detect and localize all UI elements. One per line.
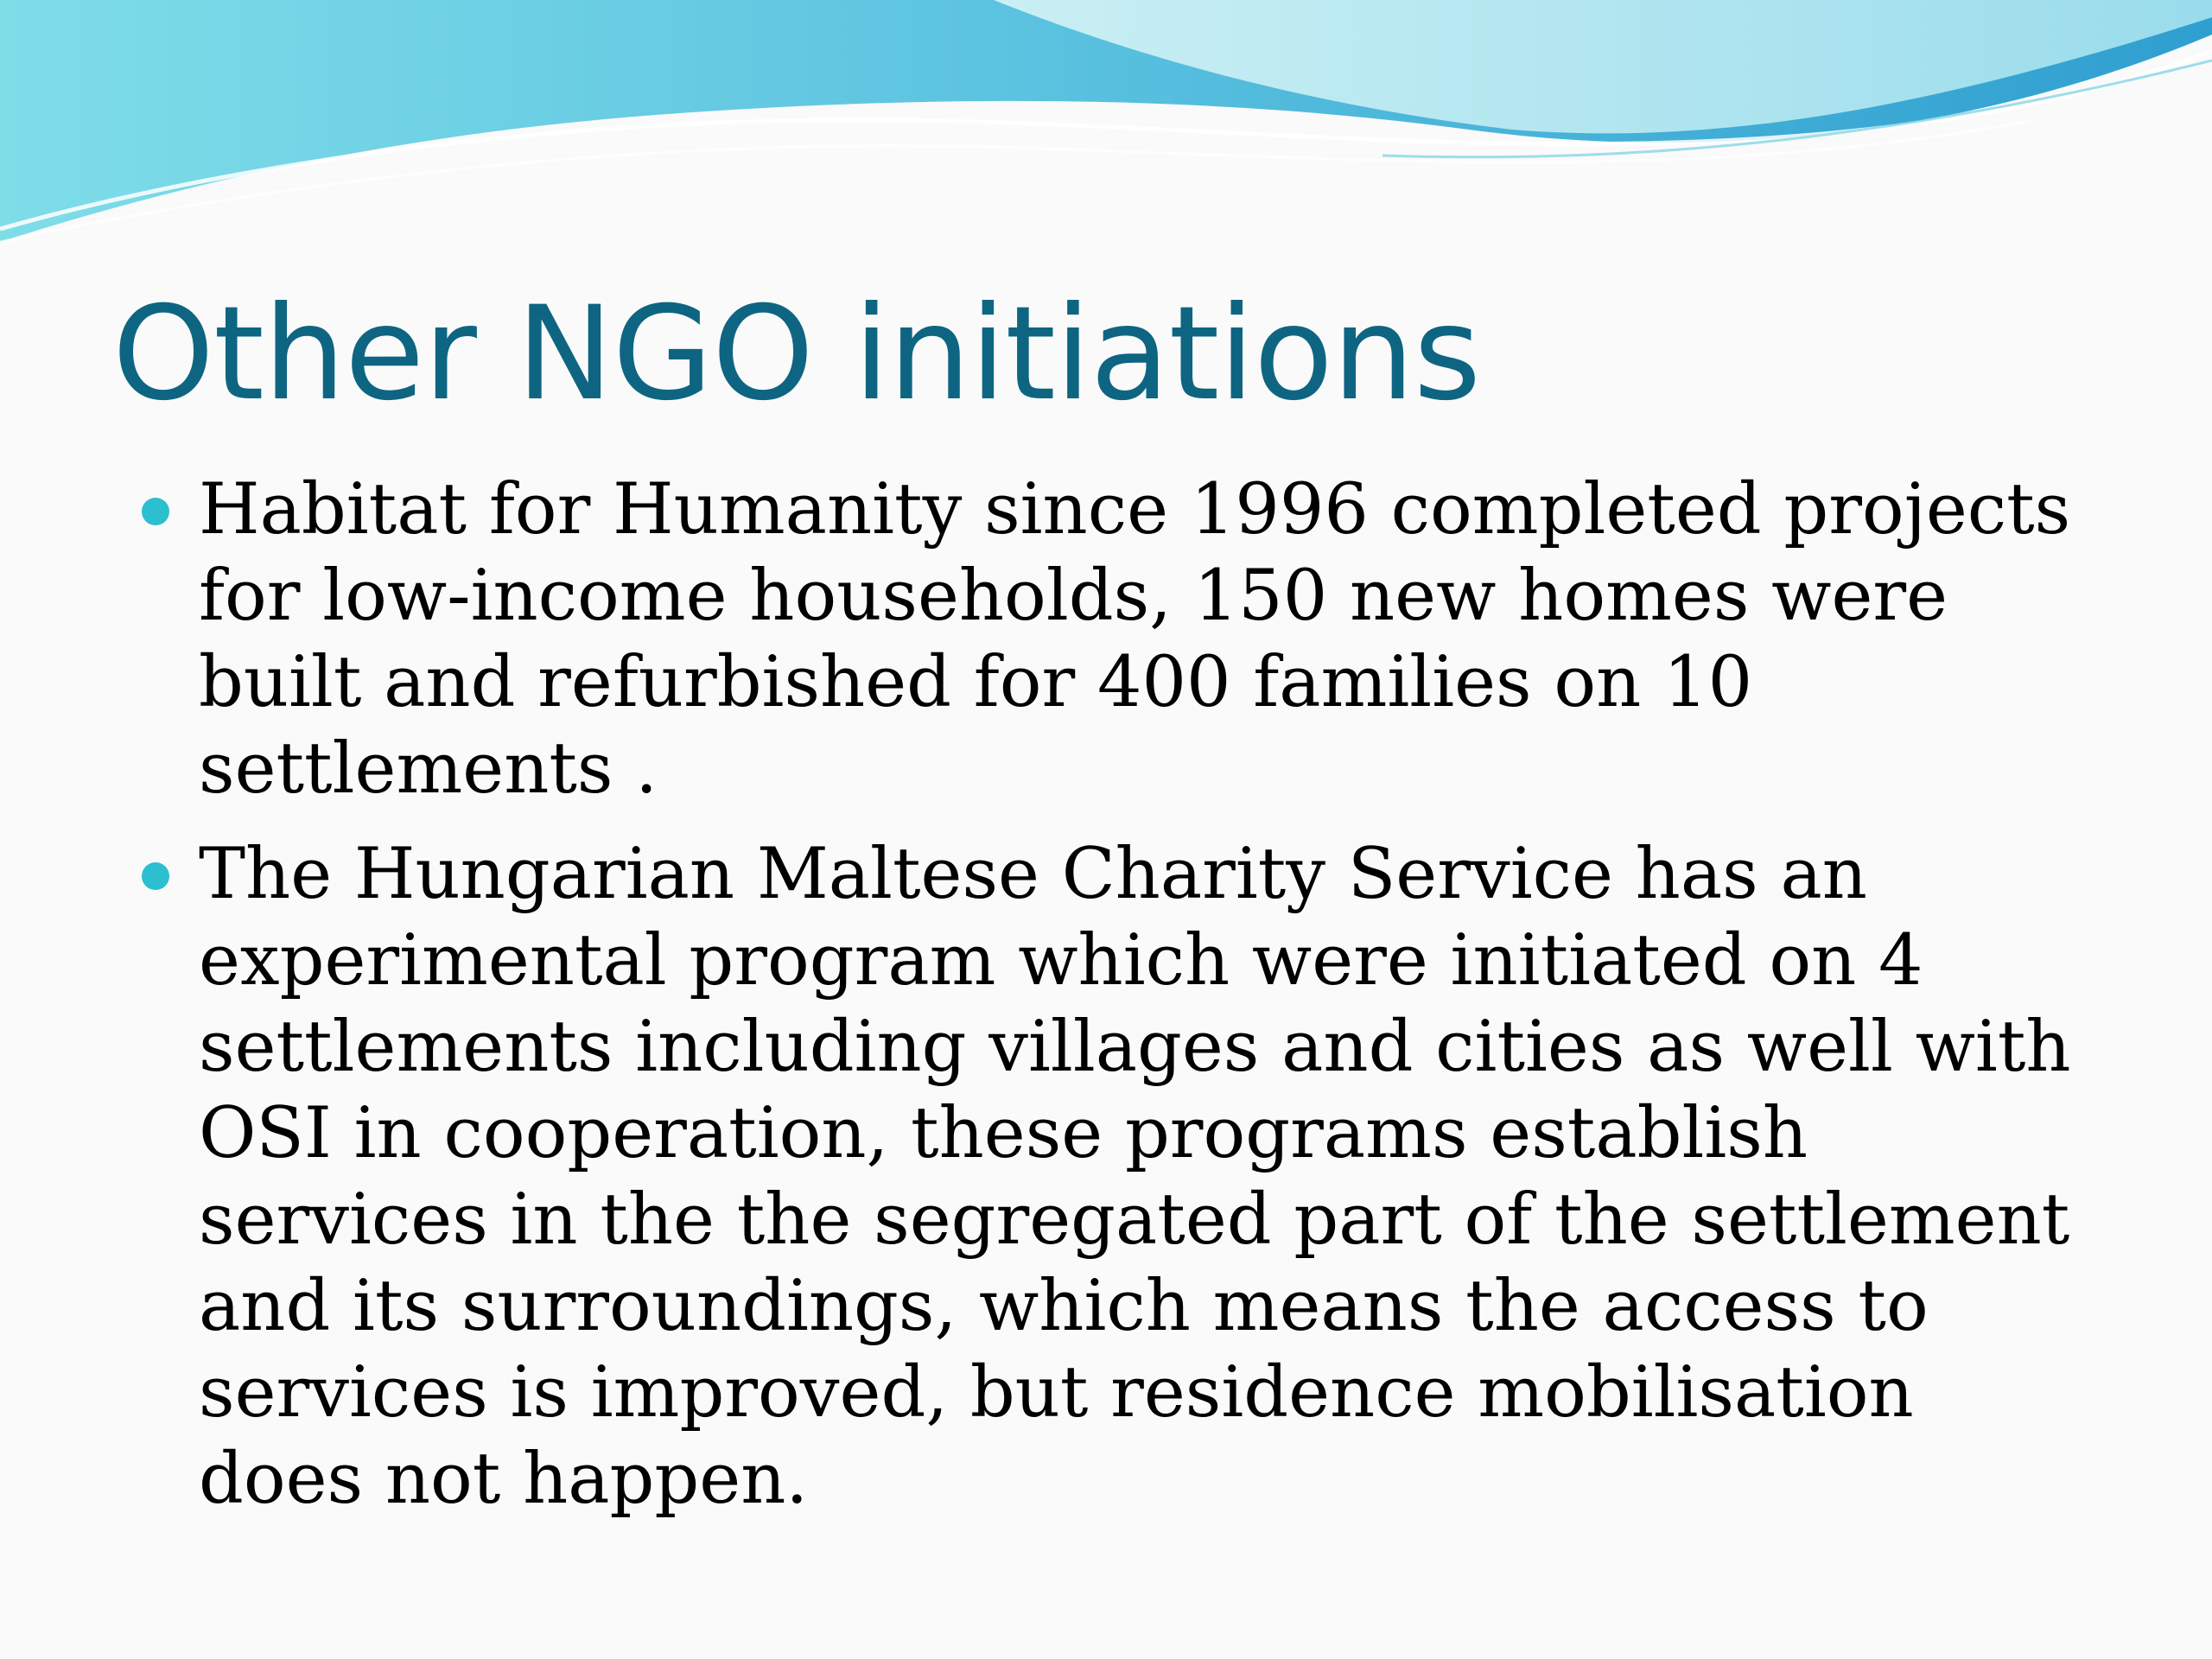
bullet-item-habitat (138, 467, 2074, 812)
bullet-icon (142, 862, 169, 890)
bullet-item-maltese (138, 831, 2074, 1522)
bullet-icon (142, 498, 169, 525)
header-wave-decoration (0, 0, 2212, 259)
slide-title: Other NGO initiations (112, 279, 1481, 429)
bullet-list (138, 467, 2074, 1541)
bullet-text: Habitat for Humanity since 1996 completed projects for low-income households, 150 new homes were built and refurbished for 400 families on 10 settlements . (199, 469, 2071, 810)
bullet-text: The Hungarian Maltese Charity Service has an experimental program which were initiated on 4 settlements including villages and cities as well with OSI in cooperation, these programs establish services in the the segregated part of the settlement and its surroundings, which means the access to services is improved, but residence mobilisation does not happen. (199, 834, 2071, 1520)
